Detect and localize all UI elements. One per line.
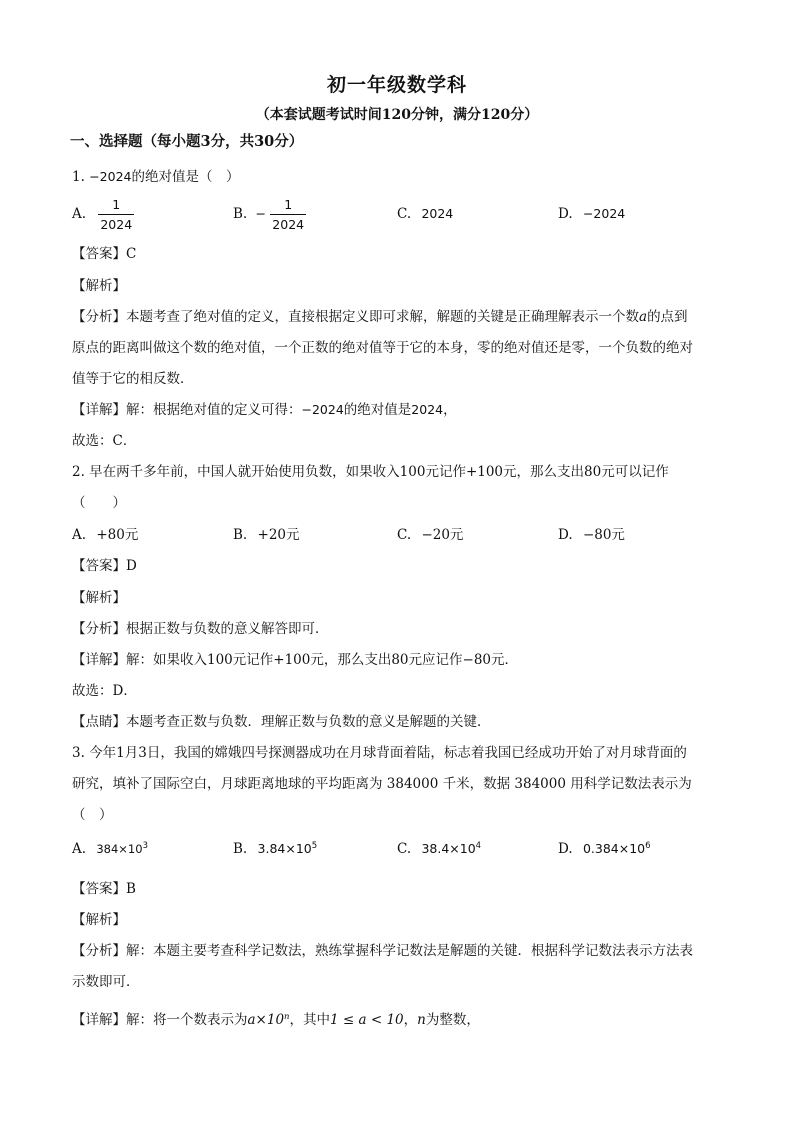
option-value: 2024 [421, 206, 454, 221]
q3-stem-line-1: 3. 今年1月3日，我国的嫦娥四号探测器成功在月球背面着陆，标志着我国已经成功开始了对月球背面的 [72, 745, 687, 761]
q3-xiangjie [72, 1008, 480, 1028]
q2-option-c [397, 523, 463, 543]
text: 【详解】解：根据绝对值的定义可得： [72, 402, 302, 418]
q1-fenxi-line-3: 值等于它的相反数． [72, 371, 194, 387]
math-base: a×10 [247, 1012, 285, 1028]
q1-number: 1. [72, 169, 85, 185]
option-value: −80元 [582, 527, 625, 543]
q1-analysis-heading: 【解析】 [72, 278, 126, 294]
q1-stem-math: −2024 [89, 169, 132, 184]
option-label: B. [233, 527, 248, 543]
q1-stem-text: 的绝对值是（ ） [131, 169, 240, 185]
q2-choose: 故选：D． [72, 683, 137, 699]
text: ， [403, 1012, 418, 1028]
q3-option-c [397, 841, 481, 857]
q3-stem-line-2: 研究，填补了国际空白，月球距离地球的平均距离为 384000 千米，数据 384000 用科学记数法表示为 [72, 776, 692, 792]
text: 的点到 [647, 309, 688, 325]
q3-fenxi-line-1: 【分析】解：本题主要考查科学记数法，熟练掌握科学记数法是解题的关键．根据科学记数法表示方法表 [72, 943, 693, 959]
option-label: B. [233, 841, 248, 857]
math-base: 384×10 [96, 842, 143, 856]
math-inequality: 1 ≤ a < 10 [330, 1012, 404, 1028]
q2-option-d [558, 523, 625, 543]
q2-dianjing: 【点睛】本题考查正数与负数．理解正数与负数的意义是解题的关键． [72, 714, 491, 730]
q2-answer: 【答案】D [72, 558, 137, 574]
option-label: D. [558, 841, 573, 857]
math-exponent: 6 [645, 841, 651, 851]
option-value: −20元 [421, 527, 464, 543]
math-exponent: 3 [142, 841, 148, 851]
text: 为整数， [425, 1012, 480, 1028]
q1-fenxi-line-2: 原点的距离叫做这个数的绝对值，一个正数的绝对值等于它的本身，零的绝对值还是零，一个负数的绝对 [72, 340, 693, 356]
q3-option-d [558, 841, 651, 857]
q2-xiangjie: 【详解】解：如果收入100元记作+100元，那么支出80元应记作−80元． [72, 652, 519, 668]
option-label: A. [72, 527, 87, 543]
option-label: C. [397, 527, 412, 543]
option-value: −2024 [582, 206, 626, 221]
q1-answer: 【答案】C [72, 246, 137, 262]
q1-option-d [558, 206, 625, 222]
option-label: C. [397, 206, 412, 222]
option-value [583, 841, 651, 856]
math-base: 3.84×10 [257, 841, 312, 856]
math-variable: n [417, 1012, 426, 1028]
math-value: 2024 [411, 402, 444, 417]
q1-option-c [397, 206, 453, 222]
q1-option-b-fraction [270, 197, 306, 232]
q3-analysis-heading: 【解析】 [72, 912, 126, 928]
text: 【详解】解：将一个数表示为 [72, 1012, 248, 1028]
option-value [258, 841, 318, 856]
q2-stem-line-2: （ ） [72, 495, 126, 511]
fraction-numerator: 1 [284, 197, 293, 212]
option-label: B. [233, 206, 248, 222]
option-label: A. [72, 841, 87, 857]
math-expression [248, 1012, 290, 1028]
option-value: +20元 [257, 527, 300, 543]
q2-stem-line-1: 2. 早在两千多年前，中国人就开始使用负数，如果收入100元记作+100元，那么支出80元可以记作 [72, 464, 669, 480]
q1-fenxi-line-1 [72, 305, 688, 325]
q3-option-b [233, 841, 317, 857]
q3-answer: 【答案】B [72, 881, 136, 897]
math-base: 0.384×10 [582, 841, 646, 856]
q1-option-a-fraction [98, 197, 134, 232]
q2-fenxi: 【分析】根据正数与负数的意义解答即可． [72, 621, 329, 637]
page-title: 初一年级数学科 [326, 74, 467, 96]
q2-option-a [72, 523, 138, 543]
math-value: −2024 [301, 402, 344, 417]
q3-stem-line-3: （ ） [72, 807, 113, 823]
q1-option-b [233, 197, 306, 232]
section-heading: 一、选择题（每小题3分，共30分） [70, 133, 304, 150]
q1-choose: 故选：C． [72, 433, 137, 449]
q3-fenxi-line-2: 示数即可． [72, 974, 140, 990]
fraction-numerator: 1 [112, 197, 121, 212]
q2-analysis-heading: 【解析】 [72, 590, 126, 606]
page-subtitle: （本套试题考试时间120分钟，满分120分） [255, 107, 539, 123]
math-base: 38.4×10 [421, 841, 476, 856]
text: ， [443, 402, 457, 418]
option-value [421, 841, 481, 856]
math-exponent: n [284, 1012, 290, 1022]
option-label: A. [72, 206, 87, 222]
fraction-denominator: 2024 [272, 217, 305, 232]
text: 的绝对值是 [343, 402, 412, 418]
option-label: D. [558, 527, 573, 543]
minus-sign: − [255, 206, 266, 221]
math-variable: a [639, 309, 648, 325]
q1-stem [72, 165, 239, 185]
option-label: D. [558, 206, 573, 222]
math-exponent: 4 [475, 841, 482, 851]
math-exponent: 5 [311, 841, 318, 851]
q3-option-a [72, 841, 148, 857]
fraction-denominator: 2024 [100, 217, 133, 232]
q1-option-a [72, 197, 134, 232]
option-value [96, 842, 148, 856]
q2-option-b [233, 523, 300, 543]
option-value: +80元 [96, 527, 139, 543]
text: ，其中 [289, 1012, 331, 1028]
option-label: C. [397, 841, 412, 857]
text: 【分析】本题考查了绝对值的定义，直接根据定义即可求解，解题的关键是正确理解表示一个数 [72, 309, 639, 325]
q1-xiangjie [72, 398, 457, 418]
